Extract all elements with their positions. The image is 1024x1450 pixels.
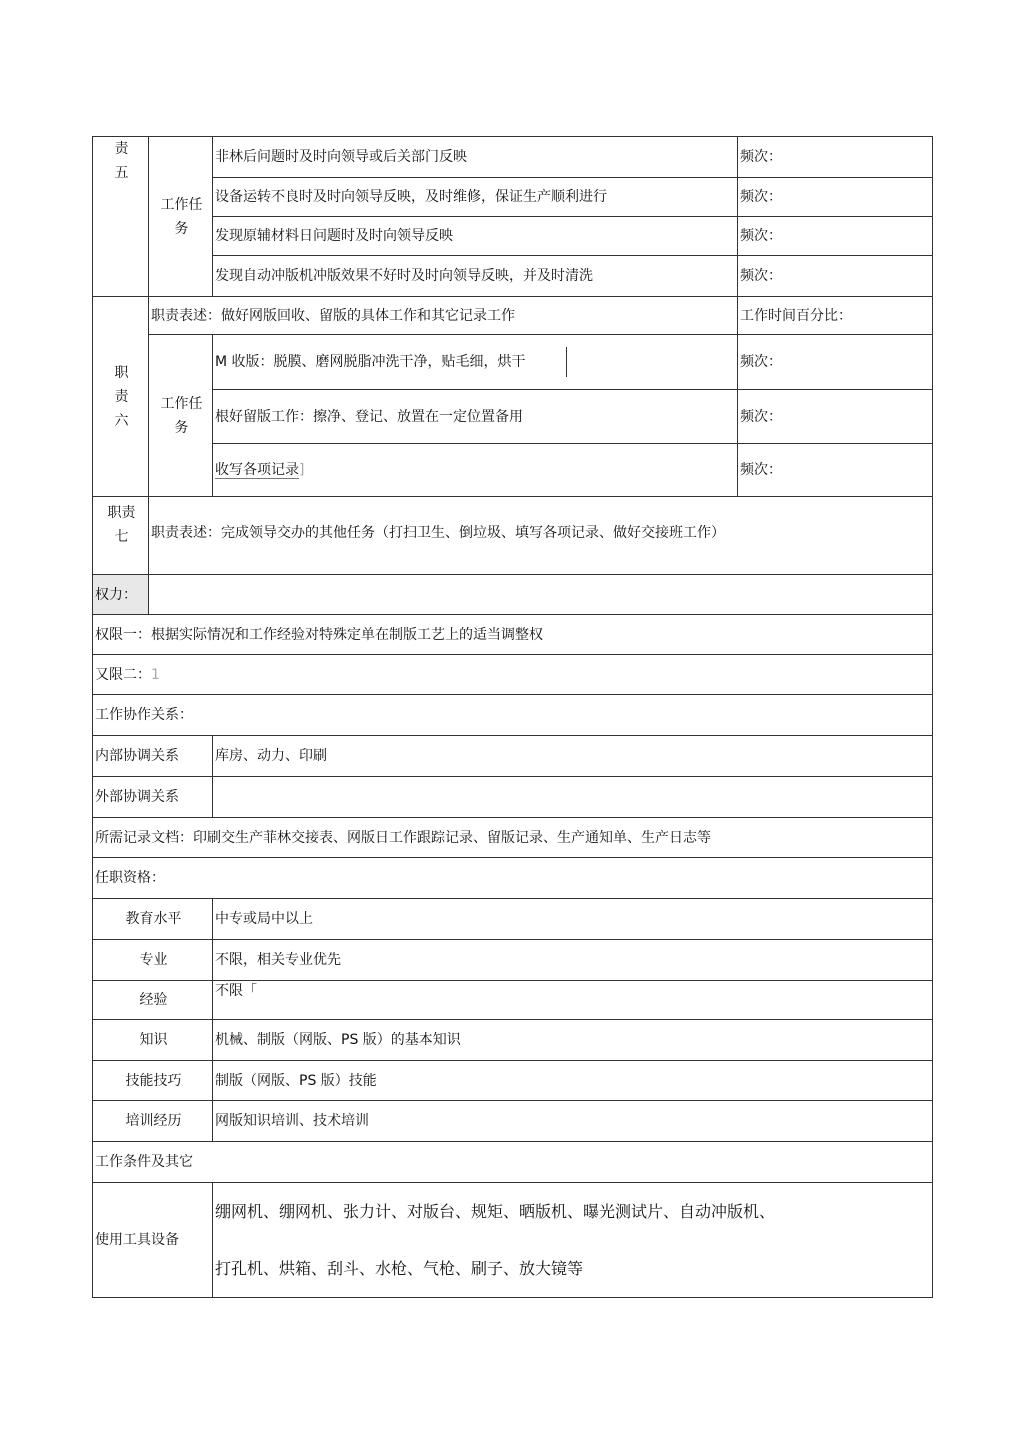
qualification-value-education: 中专或局中以上 <box>213 899 933 940</box>
required-records: 所需记录文档：印刷交生产菲林交接表、网版日工作跟踪记录、留版记录、生产通知单、生产日志等 <box>93 818 933 858</box>
text-cursor-mark <box>566 347 567 377</box>
tools-label: 使用工具设备 <box>93 1183 213 1298</box>
internal-relations-value: 库房、动力、印刷 <box>213 736 933 777</box>
duty6-task-2: 根好留版工作：擦净、登记、放置在一定位置备用 <box>213 390 738 444</box>
duty6-label: 职 责 六 <box>93 297 149 497</box>
duty6-freq-1: 频次： <box>738 335 933 390</box>
qualification-label-major: 专业 <box>93 940 213 981</box>
qualification-title: 任职资格： <box>93 858 933 899</box>
job-description-table <box>92 136 933 1298</box>
duty6-task-1-text: M 收版：脱膜、磨网脱脂冲洗干净，贴毛细，烘干 <box>215 354 526 370</box>
duty5-freq-1: 频次： <box>738 137 933 178</box>
duty6-freq-2: 频次： <box>738 390 933 444</box>
duty5-task-3: 发现原辅材料日问题时及时向领导反映 <box>213 217 738 256</box>
duty5-label: 责 五 <box>93 137 149 297</box>
internal-relations-label: 内部协调关系 <box>93 736 213 777</box>
tools-value <box>213 1183 933 1298</box>
power-limit-2 <box>93 655 933 695</box>
duty6-task-3-mark: ] <box>299 462 305 478</box>
power-title: 权力： <box>93 575 149 615</box>
duty5-task-label: 工作任 务 <box>149 137 213 297</box>
duty5-task-2: 设备运转不良时及时向领导反映，及时维修，保证生产顺利进行 <box>213 178 738 217</box>
qualification-label-training: 培训经历 <box>93 1101 213 1142</box>
duty6-task-3 <box>213 444 738 497</box>
qualification-label-skills: 技能技巧 <box>93 1061 213 1101</box>
duty7-description: 职责表述：完成领导交办的其他任务（打扫卫生、倒垃圾、填写各项记录、做好交接班工作） <box>149 497 933 575</box>
power-limit-2-text: 又限二： <box>95 666 151 683</box>
external-relations-value <box>213 777 933 818</box>
tools-line-2: 打孔机、烘箱、刮斗、水枪、气枪、刷子、放大镜等 <box>215 1259 584 1278</box>
conditions-title: 工作条件及其它 <box>93 1142 933 1183</box>
duty5-freq-2: 频次： <box>738 178 933 217</box>
power-limit-2-mark: 1 <box>151 666 160 683</box>
job-description-page <box>92 136 932 1298</box>
external-relations-label: 外部协调关系 <box>93 777 213 818</box>
qualification-value-knowledge: 机械、制版（网版、PS 版）的基本知识 <box>213 1020 933 1061</box>
tools-line-1: 绷网机、绷网机、张力计、对版台、规矩、晒版机、曝光测试片、自动冲版机、 <box>215 1202 776 1221</box>
qualification-label-education: 教育水平 <box>93 899 213 940</box>
relations-title: 工作协作关系： <box>93 695 933 736</box>
qualification-value-major: 不限，相关专业优先 <box>213 940 933 981</box>
duty6-freq-3: 频次： <box>738 444 933 497</box>
duty5-freq-3: 频次： <box>738 217 933 256</box>
duty5-freq-4: 频次： <box>738 256 933 297</box>
power-title-blank <box>149 575 933 615</box>
duty7-label: 职责 七 <box>93 497 149 575</box>
duty6-task-label: 工作任 务 <box>149 335 213 497</box>
duty6-task-3-text: 收写各项记录 <box>215 462 299 478</box>
duty6-description: 职责表述：做好网版回收、留版的具体工作和其它记录工作 <box>149 297 738 335</box>
duty5-task-1: 非林后问题时及时向领导或后关部门反映 <box>213 137 738 178</box>
qualification-value-experience: 不限「 <box>213 981 933 1020</box>
power-limit-1: 权限一：根据实际情况和工作经验对特殊定单在制版工艺上的适当调整权 <box>93 615 933 655</box>
qualification-value-training: 网版知识培训、技术培训 <box>213 1101 933 1142</box>
qualification-value-skills: 制版（网版、PS 版）技能 <box>213 1061 933 1101</box>
qualification-label-experience: 经验 <box>93 981 213 1020</box>
duty6-task-1 <box>213 335 738 390</box>
qualification-label-knowledge: 知识 <box>93 1020 213 1061</box>
duty6-time-percent: 工作时间百分比： <box>738 297 933 335</box>
duty5-task-4: 发现自动冲版机冲版效果不好时及时向领导反映，并及时清洗 <box>213 256 738 297</box>
